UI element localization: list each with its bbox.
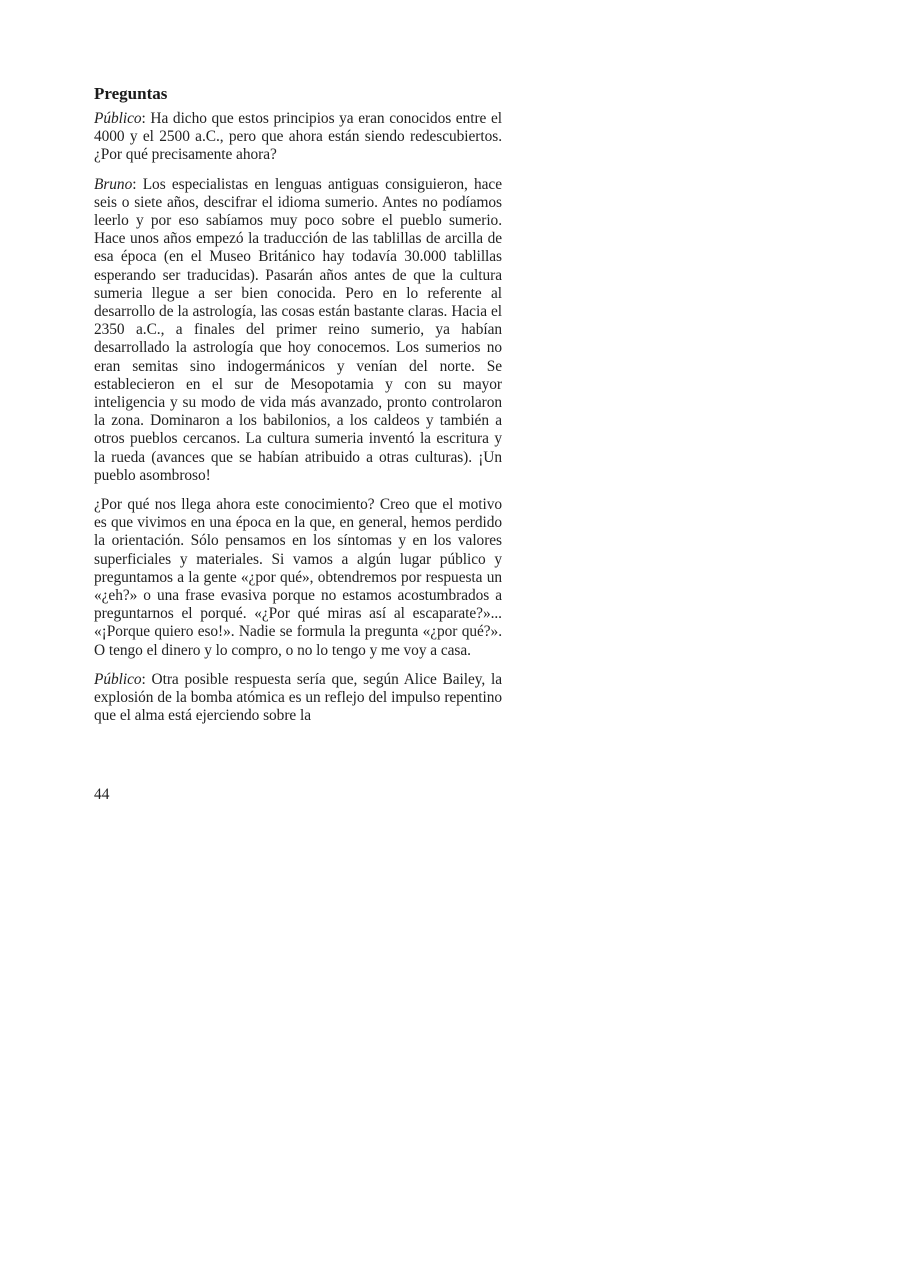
speaker-label: Bruno bbox=[94, 175, 133, 193]
page-body bbox=[94, 84, 502, 737]
speaker-label: Público bbox=[94, 670, 142, 688]
paragraph-text: : Los especialistas en lenguas antiguas consiguieron, hace seis o siete años, descifrar el idioma sumerio. Antes no podíamos leerlo y por eso sabíamos muy poco sobre el pueblo sumerio. Hace unos años empezó la traducción de las tablillas de arcilla de esa época (en el Museo Británico hay todavía 30.000 tablillas esperando ser traducidas). Pasarán años antes de que la cultura sumeria llegue a ser bien conocida. Pero en lo referente al desarrollo de la astrología, las cosas están bastante claras. Hacia el 2350 a.C., a finales del primer reino sumerio, ya habían desarrollado la astrología que hoy conocemos. Los sumerios no eran semitas sino indogermánicos y venían del norte. Se establecieron en el sur de Mesopotamia y con su mayor inteligencia y su modo de vida más avanzado, pronto controlaron la zona. Dominaron a los babilonios, a los caldeos y también a otros pueblos cercanos. La cultura sumeria inventó la escritura y la rueda (avances que se habían atribuido a otras culturas). ¡Un pueblo asombroso! bbox=[94, 175, 502, 484]
paragraph-text: : Ha dicho que estos principios ya eran conocidos entre el 4000 y el 2500 a.C., pero que ahora están siendo redescubiertos. ¿Por qué precisamente ahora? bbox=[94, 110, 502, 164]
paragraph-publico-comment bbox=[94, 671, 502, 726]
paragraph-text: ¿Por qué nos llega ahora este conocimiento? Creo que el motivo es que vivimos en una época en la que, en general, hemos perdido la orientación. Sólo pensamos en los síntomas y en los valores superficiales y materiales. Si vamos a algún lugar público y preguntamos a la gente «¿por qué», obtendremos por respuesta un «¿eh?» o una frase evasiva porque no estamos acostumbrados a preguntarnos el porqué. «¿Por qué miras así al escaparate?»... «¡Porque quiero eso!». Nadie se formula la pregunta «¿por qué?». O tengo el dinero y lo compro, o no lo tengo y me voy a casa. bbox=[94, 496, 502, 659]
speaker-label: Público bbox=[94, 110, 142, 127]
paragraph-bruno-answer bbox=[94, 176, 502, 485]
section-heading: Preguntas bbox=[94, 84, 168, 103]
paragraph-continuation bbox=[94, 496, 502, 660]
paragraph-text: : Otra posible respuesta sería que, según Alice Bailey, la explosión de la bomba atómica es un reflejo del impulso repentino que el alma está ejerciendo sobre la bbox=[94, 670, 502, 725]
page-number: 44 bbox=[94, 786, 110, 803]
paragraph-publico-question bbox=[94, 110, 502, 165]
